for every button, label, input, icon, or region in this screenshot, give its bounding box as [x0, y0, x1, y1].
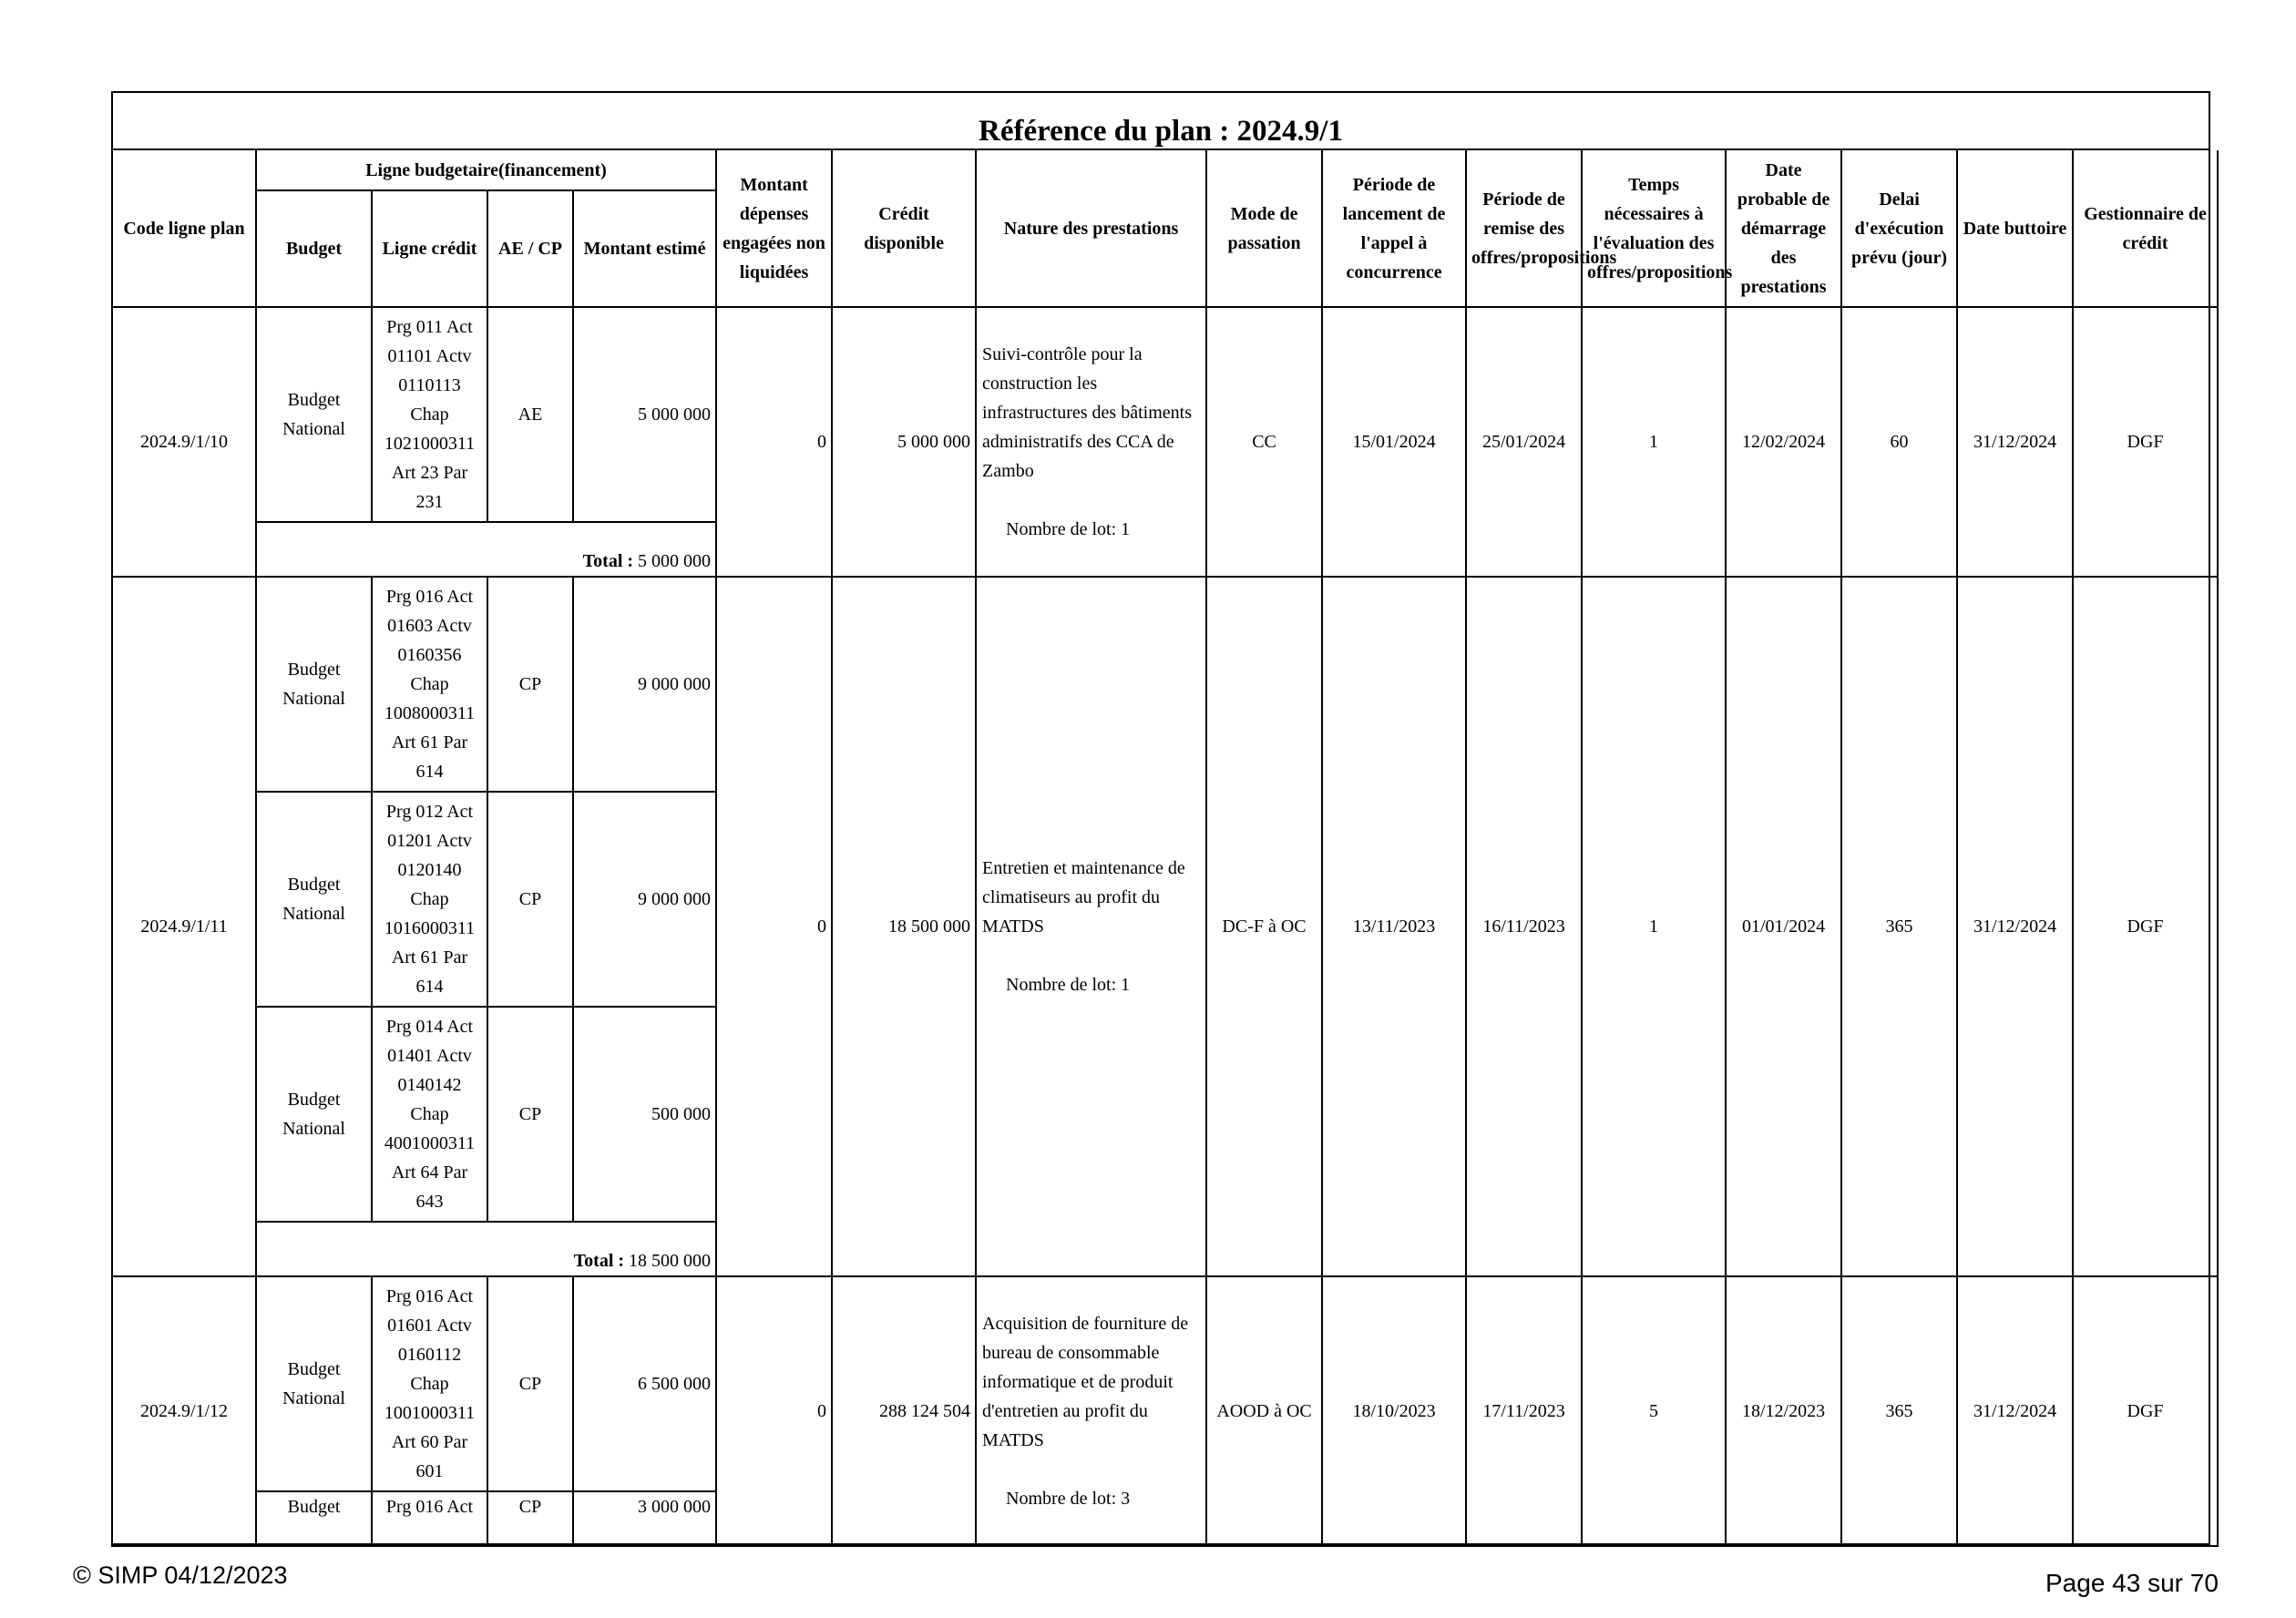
ligne-credit-cell: Prg 016 Act: [372, 1491, 487, 1546]
montant-estime-cell: 500 000: [573, 1007, 716, 1222]
temps-evaluation-cell: 1: [1582, 577, 1726, 1276]
header-ae-cp: AE / CP: [487, 190, 573, 307]
total-cell: [256, 522, 716, 577]
code-ligne-plan: 2024.9/1/12: [112, 1276, 256, 1546]
montant-estime-cell: 6 500 000: [573, 1276, 716, 1491]
nature-prestations-cell: [976, 577, 1206, 1276]
periode-remise-cell: 16/11/2023: [1466, 577, 1582, 1276]
header-mode-passation: Mode de passation: [1206, 150, 1322, 307]
nature-text: Acquisition de fourniture de bureau de consommable informatique et de produit d'entretien au profit du MATDS: [982, 1314, 1189, 1450]
date-demarrage-cell: 12/02/2024: [1726, 307, 1841, 577]
code-ligne-plan: 2024.9/1/10: [112, 307, 256, 577]
table-row: [112, 1276, 2218, 1491]
montant-estime-cell: 3 000 000: [573, 1491, 716, 1546]
total-value: 18 500 000: [629, 1251, 712, 1271]
credit-disponible-cell: 5 000 000: [832, 307, 976, 577]
nombre-lot: Nombre de lot: 1: [1006, 975, 1131, 995]
budget-cell: Budget National: [256, 307, 372, 522]
header-montant-estime: Montant estimé: [573, 190, 716, 307]
nature-text: Entretien et maintenance de climatiseurs au profit du MATDS: [982, 858, 1185, 937]
credit-disponible-cell: 288 124 504: [832, 1276, 976, 1546]
gestionnaire-cell: DGF: [2073, 1276, 2218, 1546]
header-ligne-credit: Ligne crédit: [372, 190, 487, 307]
mode-passation-cell: CC: [1206, 307, 1322, 577]
nature-text: Suivi-contrôle pour la construction les infrastructures des bâtiments administratifs des CCA de Zambo: [982, 344, 1192, 481]
header-gestionnaire: Gestionnaire de crédit: [2073, 150, 2218, 307]
nature-prestations-cell: [976, 1276, 1206, 1546]
ae-cp-cell: AE: [487, 307, 573, 522]
header-credit-disponible: Crédit disponible: [832, 150, 976, 307]
delai-execution-cell: 365: [1841, 1276, 1957, 1546]
temps-evaluation-cell: 5: [1582, 1276, 1726, 1546]
periode-remise-cell: 25/01/2024: [1466, 307, 1582, 577]
nombre-lot: Nombre de lot: 3: [1006, 1489, 1131, 1509]
credit-disponible-cell: 18 500 000: [832, 577, 976, 1276]
ligne-credit-cell: Prg 011 Act 01101 Actv 0110113 Chap 1021000311 Art 23 Par 231: [372, 307, 487, 522]
budget-cell: Budget National: [256, 1007, 372, 1222]
header-budget: Budget: [256, 190, 372, 307]
date-demarrage-cell: 18/12/2023: [1726, 1276, 1841, 1546]
periode-remise-cell: 17/11/2023: [1466, 1276, 1582, 1546]
plan-table: [111, 150, 2219, 1547]
date-buttoire-cell: 31/12/2024: [1957, 307, 2073, 577]
date-buttoire-cell: 31/12/2024: [1957, 1276, 2073, 1546]
date-buttoire-cell: 31/12/2024: [1957, 577, 2073, 1276]
nombre-lot: Nombre de lot: 1: [1006, 519, 1131, 539]
ligne-credit-cell: Prg 016 Act 01601 Actv 0160112 Chap 1001000311 Art 60 Par 601: [372, 1276, 487, 1491]
montant-depenses-cell: 0: [716, 1276, 832, 1546]
header-ligne-budgetaire: Ligne budgetaire(financement): [256, 150, 716, 190]
mode-passation-cell: AOOD à OC: [1206, 1276, 1322, 1546]
header-periode-lancement: Période de lancement de l'appel à concurrence: [1322, 150, 1466, 307]
montant-depenses-cell: 0: [716, 307, 832, 577]
ae-cp-cell: CP: [487, 1007, 573, 1222]
ae-cp-cell: CP: [487, 577, 573, 792]
total-value: 5 000 000: [638, 551, 712, 571]
header-delai-execution: Delai d'exécution prévu (jour): [1841, 150, 1957, 307]
periode-lancement-cell: 13/11/2023: [1322, 577, 1466, 1276]
footer-page-number: Page 43 sur 70: [2045, 1569, 2219, 1597]
total-cell: [256, 1222, 716, 1276]
header-date-demarrage: Date probable de démarrage des prestations: [1726, 150, 1841, 307]
table-row: [112, 307, 2218, 522]
budget-cell: Budget National: [256, 577, 372, 792]
table-row: [112, 577, 2218, 792]
nature-prestations-cell: [976, 307, 1206, 577]
budget-cell: Budget National: [256, 792, 372, 1007]
delai-execution-cell: 60: [1841, 307, 1957, 577]
plan-title: Référence du plan : 2024.9/1: [113, 93, 2209, 150]
ligne-credit-cell: Prg 014 Act 01401 Actv 0140142 Chap 4001000311 Art 64 Par 643: [372, 1007, 487, 1222]
ae-cp-cell: CP: [487, 1276, 573, 1491]
header-date-buttoire: Date buttoire: [1957, 150, 2073, 307]
gestionnaire-cell: DGF: [2073, 577, 2218, 1276]
temps-evaluation-cell: 1: [1582, 307, 1726, 577]
header-nature-prestations: Nature des prestations: [976, 150, 1206, 307]
montant-estime-cell: 9 000 000: [573, 577, 716, 792]
budget-cell: Budget: [256, 1491, 372, 1546]
ligne-credit-cell: Prg 016 Act 01603 Actv 0160356 Chap 1008000311 Art 61 Par 614: [372, 577, 487, 792]
header-code-ligne-plan: Code ligne plan: [112, 150, 256, 307]
footer-copyright: © SIMP 04/12/2023: [73, 1562, 288, 1589]
total-label: Total :: [573, 1251, 625, 1271]
header-temps-evaluation: Temps nécessaires à l'évaluation des offres/propositions: [1582, 150, 1726, 307]
plan-table-frame: [111, 91, 2210, 1545]
header-periode-remise: Période de remise des offres/propositions: [1466, 150, 1582, 307]
montant-estime-cell: 9 000 000: [573, 792, 716, 1007]
montant-depenses-cell: 0: [716, 577, 832, 1276]
periode-lancement-cell: 15/01/2024: [1322, 307, 1466, 577]
delai-execution-cell: 365: [1841, 577, 1957, 1276]
ae-cp-cell: CP: [487, 1491, 573, 1546]
gestionnaire-cell: DGF: [2073, 307, 2218, 577]
montant-estime-cell: 5 000 000: [573, 307, 716, 522]
ae-cp-cell: CP: [487, 792, 573, 1007]
header-montant-depenses: Montant dépenses engagées non liquidées: [716, 150, 832, 307]
ligne-credit-cell: Prg 012 Act 01201 Actv 0120140 Chap 1016000311 Art 61 Par 614: [372, 792, 487, 1007]
periode-lancement-cell: 18/10/2023: [1322, 1276, 1466, 1546]
total-label: Total :: [582, 551, 634, 571]
budget-cell: Budget National: [256, 1276, 372, 1491]
mode-passation-cell: DC-F à OC: [1206, 577, 1322, 1276]
code-ligne-plan: 2024.9/1/11: [112, 577, 256, 1276]
date-demarrage-cell: 01/01/2024: [1726, 577, 1841, 1276]
